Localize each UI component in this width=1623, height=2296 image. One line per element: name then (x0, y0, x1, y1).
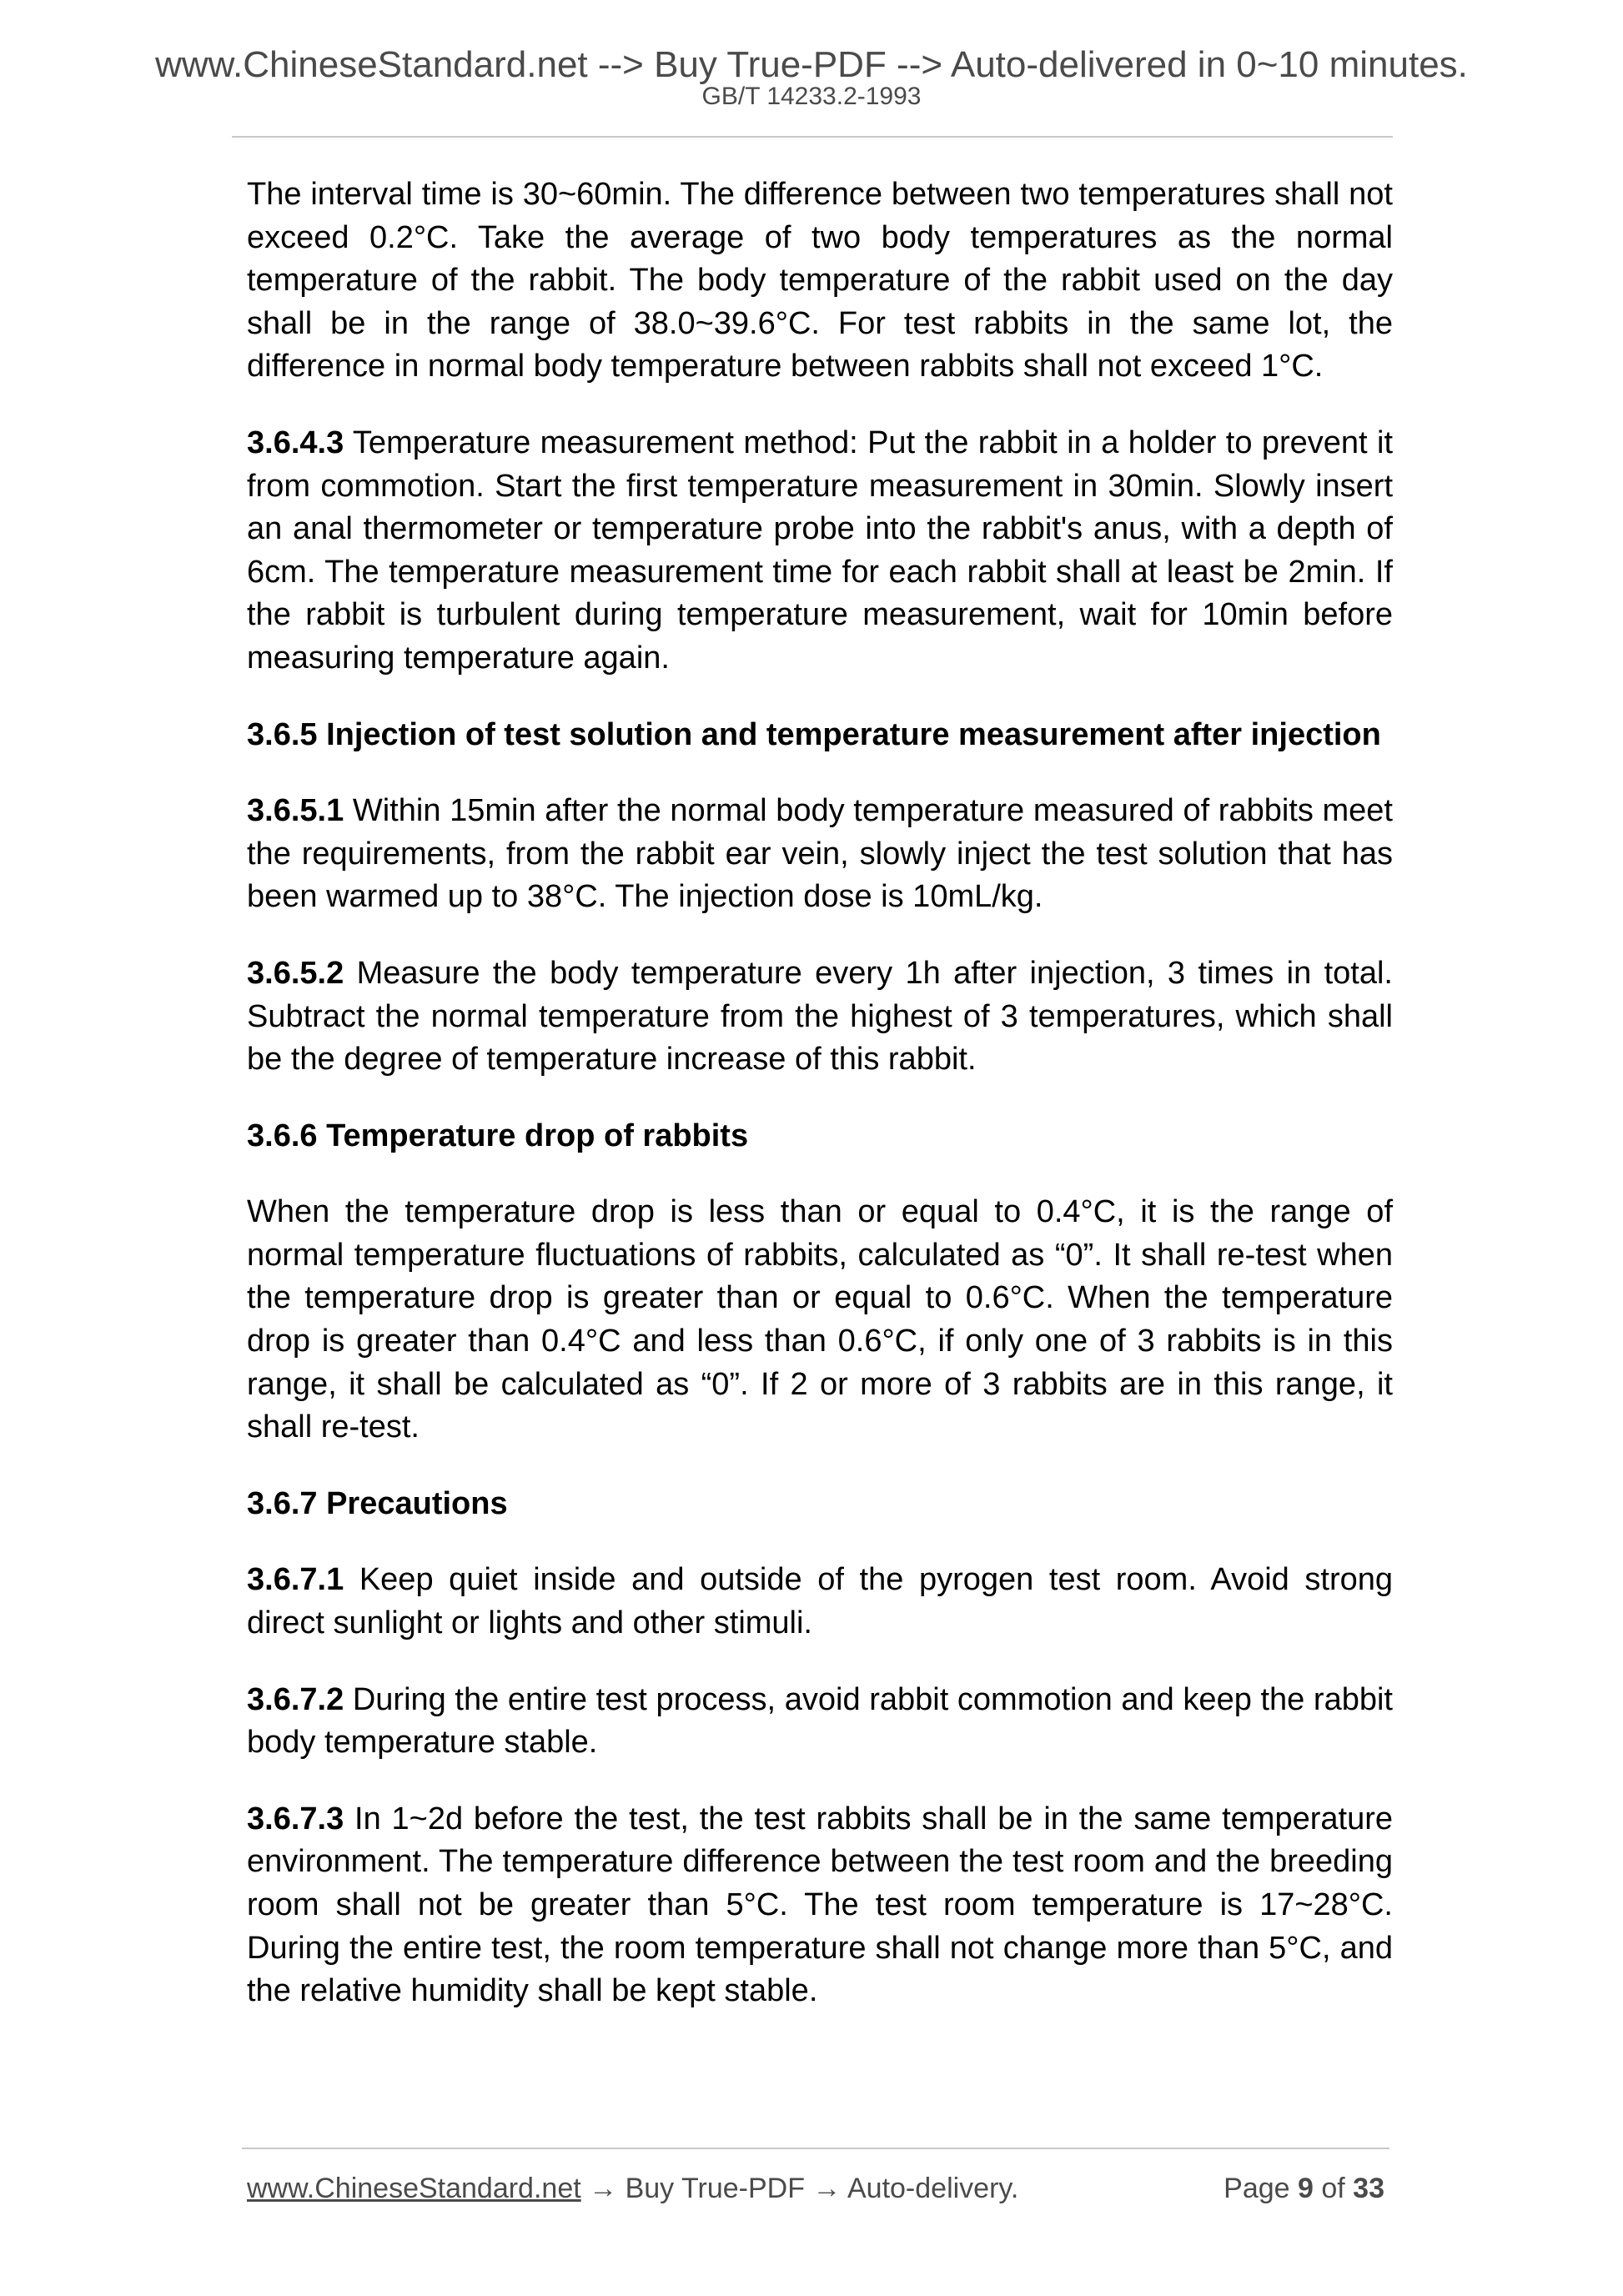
page-total: 33 (1353, 2173, 1384, 2204)
clause-number: 3.6.7.2 (247, 1681, 344, 1717)
header-banner: www.ChineseStandard.net --> Buy True-PDF --> Auto-delivered in 0~10 minutes. (155, 44, 1468, 85)
page-footer (247, 2168, 1384, 2208)
clause-3-6-4-3 (247, 422, 1393, 681)
paragraph-temperature-drop: When the temperature drop is less than or equal to 0.4°C, it is the range of normal temperature fluctuations of rabbits, calculated as “0”. It shall re-test when the temperature drop is greater than or equal to 0.6°C. When the temperature drop is greater than 0.4°C and less than 0.6°C, if only one of 3 rabbits is in this range, it shall be calculated as “0”. If 2 or more of 3 rabbits are in this range, it shall re-test. (247, 1194, 1393, 1445)
page-content (247, 173, 1393, 2047)
page-counter (1224, 2168, 1384, 2208)
heading-3-6-6: 3.6.6 Temperature drop of rabbits (247, 1118, 749, 1153)
paragraph-interval-time: The interval time is 30~60min. The difference between two temperatures shall not exceed 0.2°C. Take the average of two body temperatures as the normal temperature of the rabbit. The body temperature of the rabbit used on the day shall be in the range of 38.0~39.6°C. For test rabbits in the same lot, the difference in normal body temperature between rabbits shall not exceed 1°C. (247, 177, 1393, 384)
clause-number: 3.6.4.3 (247, 425, 344, 460)
clause-number: 3.6.5.1 (247, 793, 344, 829)
standard-number: GB/T 14233.2-1993 (701, 83, 922, 110)
page-label: Page (1224, 2173, 1298, 2204)
clause-3-6-7-1 (247, 1559, 1393, 1645)
header-divider (232, 136, 1393, 138)
clause-text: Within 15min after the normal body temperature measured of rabbits meet the requirements, from the rabbit ear vein, slowly inject the test solution that has been warmed up to 38°C. The injection dose is 10mL/kg. (247, 793, 1393, 915)
clause-text: Keep quiet inside and outside of the pyrogen test room. Avoid strong direct sunlight or lights and other stimuli. (247, 1562, 1393, 1641)
page-number: 9 (1298, 2173, 1314, 2204)
clause-3-6-7-2 (247, 1679, 1393, 1765)
clause-text: Measure the body temperature every 1h after injection, 3 times in total. Subtract the normal temperature from the highest of 3 temperatures, which shall be the degree of temperature increase of this rabbit. (247, 955, 1393, 1078)
clause-3-6-5-2 (247, 952, 1393, 1082)
footer-divider (242, 2148, 1389, 2149)
footer-left (247, 2168, 1018, 2208)
clause-text: In 1~2d before the test, the test rabbits shall be in the same temperature environment. The temperature difference between the test room and the breeding room shall not be greater than 5°C. The test room temperature is 17~28°C. During the entire test, the room temperature shall not change more than 5°C, and the relative humidity shall be kept stable. (247, 1801, 1393, 2009)
clause-text: Temperature measurement method: Put the rabbit in a holder to prevent it from commotion. Start the first temperature measurement in 30min. Slowly insert an anal thermometer or temperature probe into the rabbit's anus, with a depth of 6cm. The temperature measurement time for each rabbit shall at least be 2min. If the rabbit is turbulent during temperature measurement, wait for 10min before measuring temperature again. (247, 425, 1393, 676)
clause-number: 3.6.7.3 (247, 1801, 344, 1836)
of-label: of (1313, 2173, 1354, 2204)
clause-number: 3.6.7.1 (247, 1562, 344, 1598)
footer-site-link[interactable]: www.ChineseStandard.net (247, 2173, 581, 2204)
heading-3-6-7: 3.6.7 Precautions (247, 1485, 508, 1521)
clause-3-6-5-1 (247, 790, 1393, 919)
clause-3-6-7-3 (247, 1798, 1393, 2013)
clause-text: During the entire test process, avoid rabbit commotion and keep the rabbit body temperature stable. (247, 1681, 1393, 1761)
heading-3-6-5: 3.6.5 Injection of test solution and temperature measurement after injection (247, 716, 1381, 752)
clause-number: 3.6.5.2 (247, 955, 344, 991)
footer-delivery-text: → Buy True-PDF → Auto-delivery. (580, 2173, 1019, 2204)
